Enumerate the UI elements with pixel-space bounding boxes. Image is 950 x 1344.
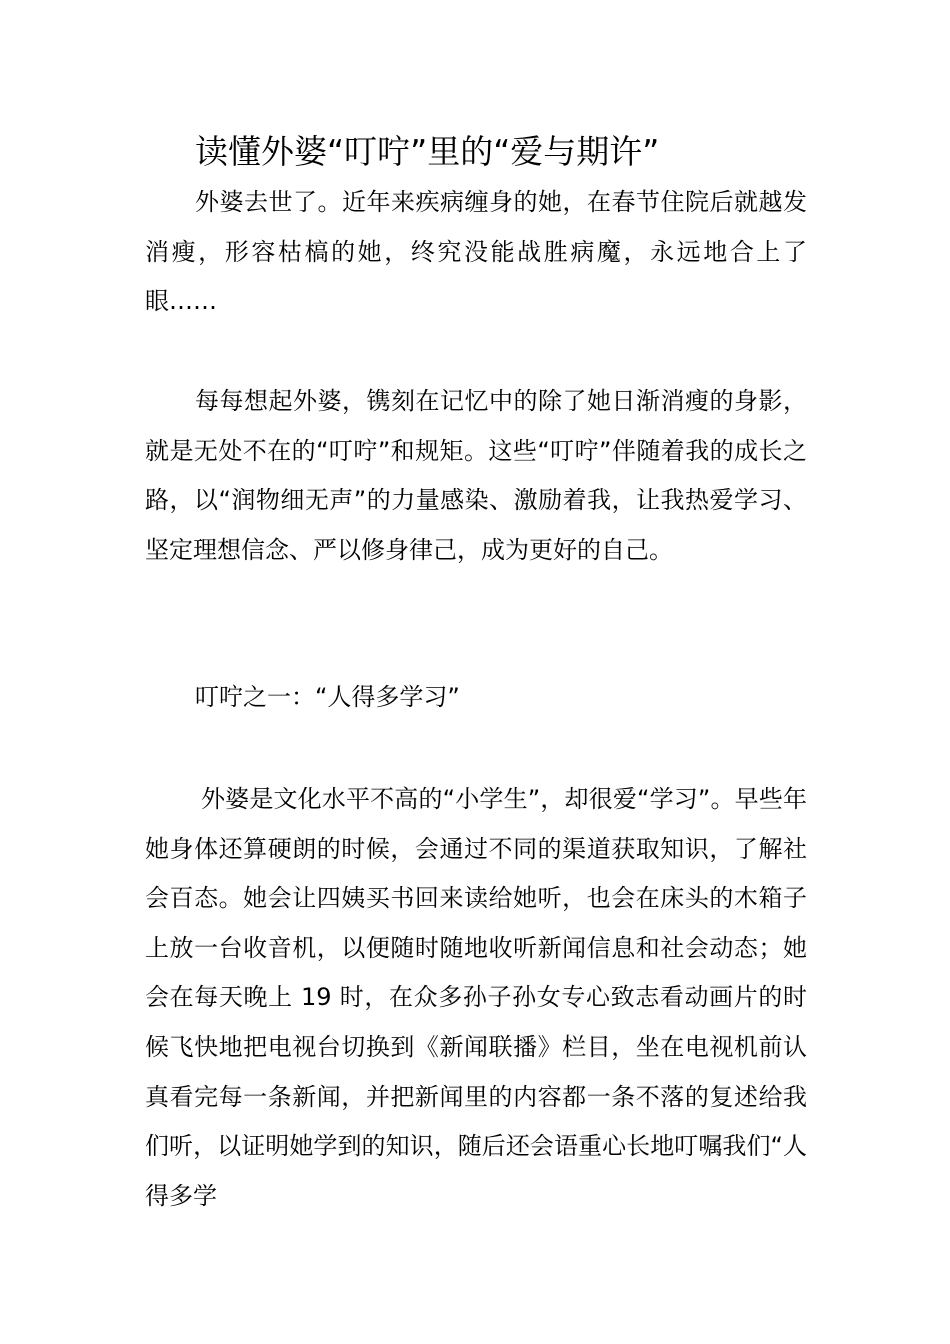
- paragraph-intro: 外婆去世了。近年来疾病缠身的她，在春节住院后就越发消瘦，形容枯槁的她，终究没能战胜病魔，永远地合上了眼……: [145, 188, 807, 316]
- section-heading: 叮咛之一：“人得多学习”: [195, 683, 460, 711]
- document-title: 读懂外婆“叮咛”里的“爱与期许”: [195, 132, 660, 171]
- paragraph-learning: 外婆是文化水平不高的“小学生”，却很爱“学习”。早些年她身体还算硬朗的时候，会通过不同的渠道获取知识，了解社会百态。她会让四姨买书回来读给她听，也会在床头的木箱子上放一台收音机，以便随时随地收听新闻信息和社会动态；她会在每天晚上 19 时，在众多孙子孙女专心致志看动画片的时候飞快地把电视台切换到《新闻联播》栏目，坐在电视机前认真看完每一条新闻，并把新闻里的内容都一条不落的复述给我们听，以证明她学到的知识，随后还会语重心长地叮嘱我们“人得多学: [145, 785, 807, 1210]
- paragraph-memories: 每每想起外婆，镌刻在记忆中的除了她日渐消瘦的身影，就是无处不在的“叮咛”和规矩。这些“叮咛”伴随着我的成长之路，以“润物细无声”的力量感染、激励着我，让我热爱学习、坚定理想信念、严以修身律己，成为更好的自己。: [145, 387, 807, 564]
